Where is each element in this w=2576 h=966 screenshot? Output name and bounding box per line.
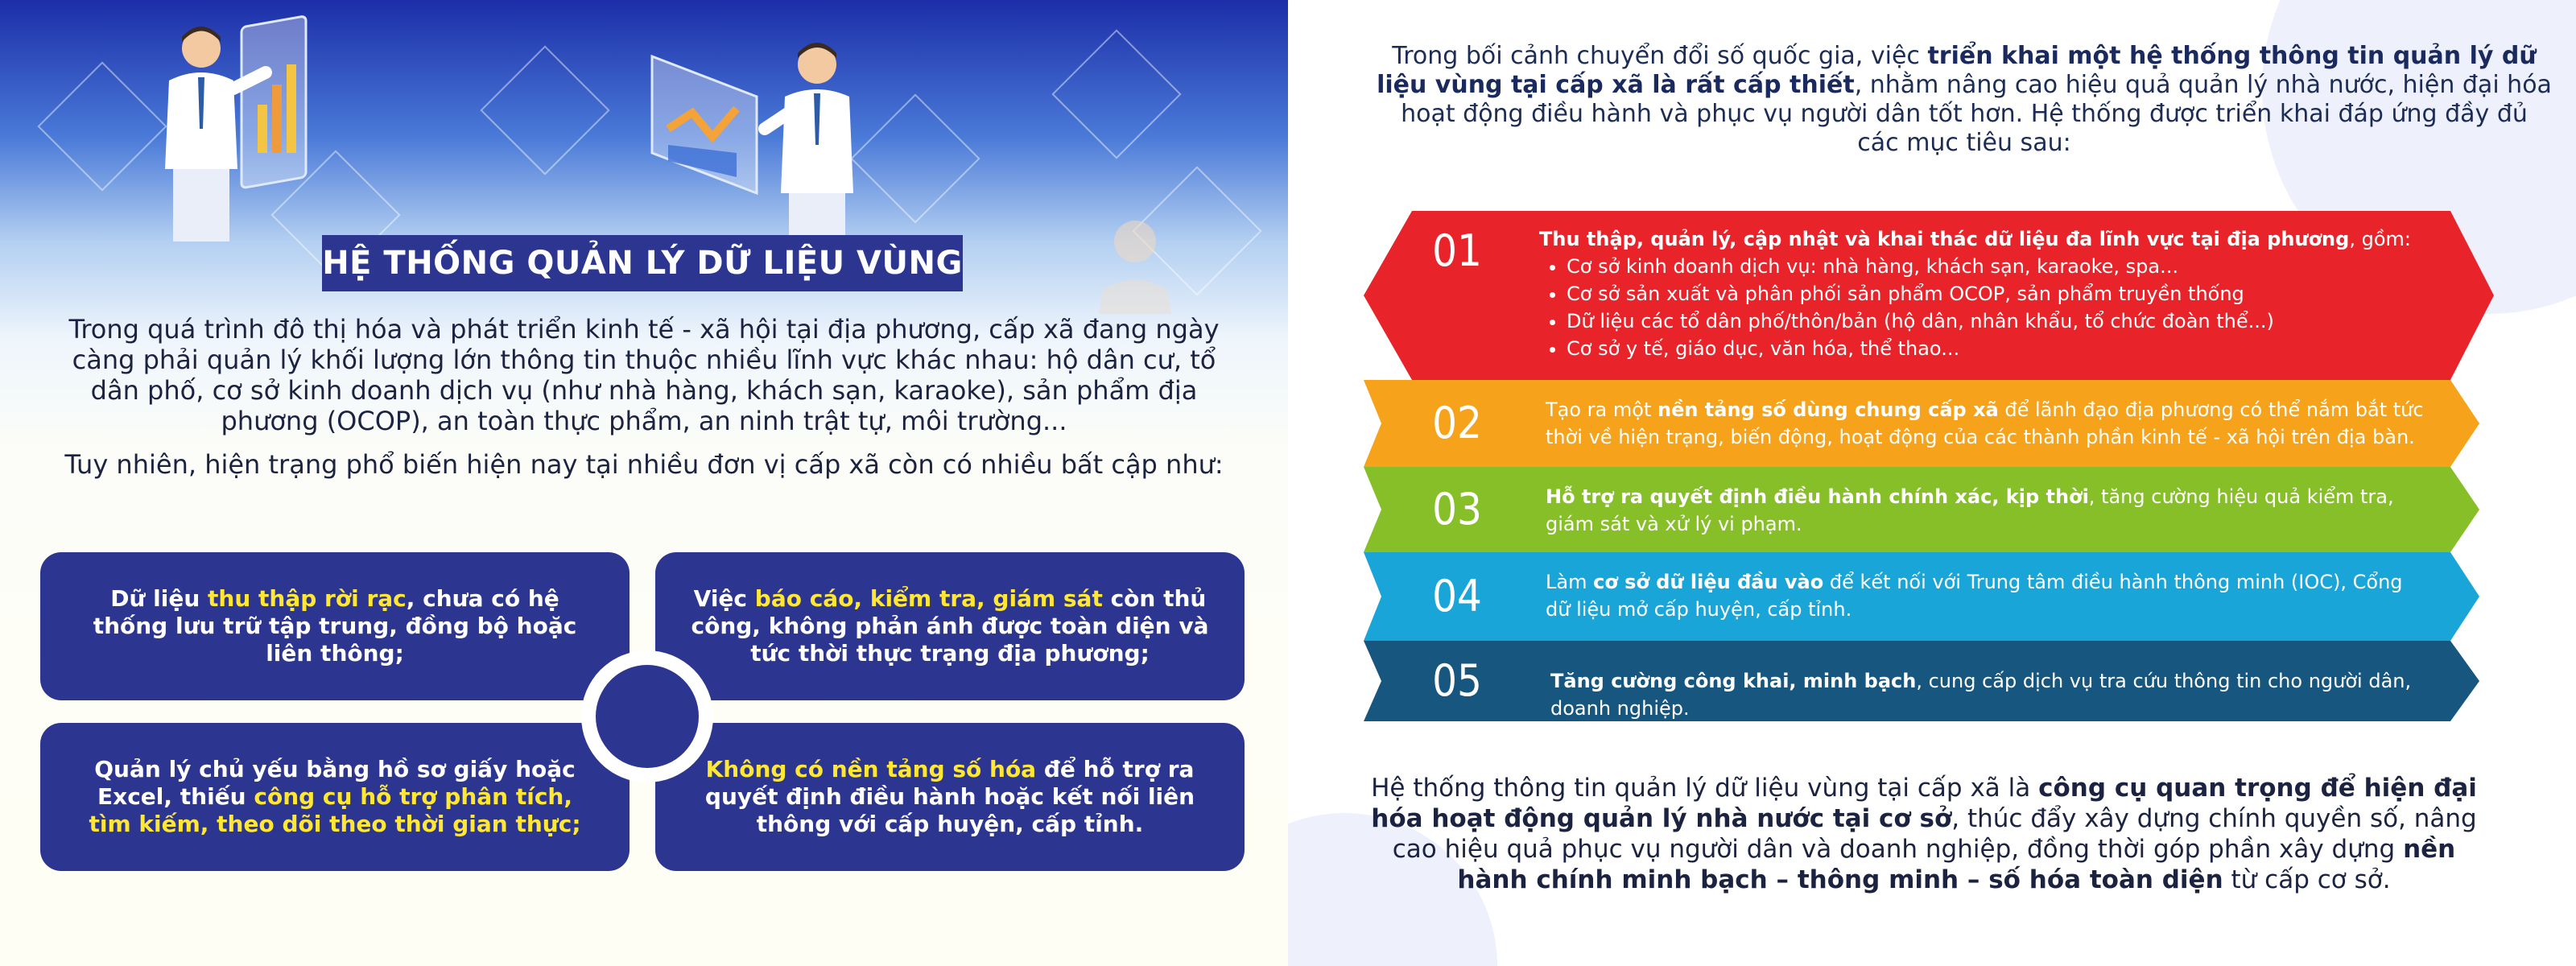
issue-highlight: Không có nền tảng số hóa: [705, 756, 1037, 782]
objective-plain-text: , cung cấp dịch vụ tra cứu thông tin cho người dân, doanh nghiệp.: [1550, 670, 2412, 720]
objective-01: [1364, 211, 2494, 380]
objective-text: [1546, 483, 2431, 538]
businessman-chart-illustration: [145, 8, 338, 242]
issue-highlight: báo cáo, kiểm tra, giám sát: [754, 585, 1103, 612]
conclusion-text: , thúc đẩy xây dựng chính quyền số, nâng cao hiệu quả phục vụ người dân và doanh nghiệp, đồng thời góp phần xây dựng: [1392, 804, 2477, 864]
objective-text: [1539, 225, 2425, 362]
issue-card-1: [40, 552, 630, 700]
objective-bold-text: nền tảng số dùng chung cấp xã: [1657, 398, 1999, 421]
objective-plain-text: , tăng cường hiệu quả kiểm tra, giám sát và xử lý vi phạm.: [1546, 485, 2394, 535]
issue-text: Quản lý chủ yếu bằng hồ sơ giấy hoặc Excel, thiếu: [94, 756, 576, 810]
objective-text: [1546, 568, 2431, 623]
conclusion-text: Hệ thống thông tin quản lý dữ liệu vùng tại cấp xã là: [1371, 774, 2039, 803]
objective-bold-text: Hỗ trợ ra quyết định điều hành chính xác, kịp thời: [1546, 485, 2089, 508]
objective-plain-text: Làm: [1546, 571, 1594, 593]
conclusion-paragraph: [1360, 773, 2487, 895]
bullet-item: • Cơ sở kinh doanh dịch vụ: nhà hàng, khách sạn, karaoke, spa...: [1567, 253, 2425, 280]
objective-number: 05: [1432, 655, 1482, 706]
issues-lead-paragraph: Tuy nhiên, hiện trạng phổ biến hiện nay tại nhiều đơn vị cấp xã còn có nhiều bất cập như:: [64, 449, 1224, 480]
objective-plain-text: Tạo ra một: [1546, 398, 1657, 421]
decor-tile: [480, 45, 609, 175]
objective-bold-text: cơ sở dữ liệu đầu vào: [1593, 571, 1824, 593]
issue-text: Dữ liệu: [110, 585, 208, 612]
conclusion-bold-text: nền hành chính minh bạch – thông minh – số hóa toàn diện: [1457, 835, 2456, 894]
decor-tile: [1051, 29, 1181, 159]
woman-illustration: [1071, 209, 1199, 314]
bullet-item: • Cơ sở sản xuất và phân phối sản phẩm OCOP, sản phẩm truyền thống: [1567, 280, 2425, 308]
objective-text: [1546, 396, 2431, 451]
objective-bold-text: Tăng cường công khai, minh bạch: [1550, 670, 1917, 692]
bullet-item: • Cơ sở y tế, giáo dục, văn hóa, thể thao...: [1567, 335, 2425, 362]
objective-number: 02: [1432, 398, 1482, 448]
issue-card-2: [655, 552, 1245, 700]
businessman-linechart-illustration: [636, 32, 877, 242]
objective-bold-text: Thu thập, quản lý, cập nhật và khai thác dữ liệu đa lĩnh vực tại địa phương: [1539, 228, 2350, 250]
objective-plain-text: để kết nối với Trung tâm điều hành thông minh (IOC), Cổng dữ liệu mở cấp huyện, cấp tỉnh.: [1546, 571, 2403, 621]
objective-number: 03: [1432, 484, 1482, 535]
intro-bold-text: triển khai một hệ thống thông tin quản lý dữ liệu vùng tại cấp xã là rất cấp thiết: [1377, 42, 2537, 99]
objective-plain-text: để lãnh đạo địa phương có thể nắm bắt tức thời về hiện trạng, biến động, hoạt động của các thành phần kinh tế - xã hội trên địa bàn.: [1546, 398, 2424, 448]
issue-text: , chưa có hệ thống lưu trữ tập trung, đồng bộ hoặc liên thông;: [93, 585, 577, 667]
conclusion-text: từ cấp cơ sở.: [2223, 865, 2391, 894]
issue-text: còn thủ công, không phản ánh được toàn diện và tức thời thực trạng địa phương;: [691, 585, 1209, 667]
objectives-intro: [1377, 42, 2552, 158]
objective-bullet-list: [1539, 253, 2425, 362]
issue-text: Việc: [693, 585, 755, 612]
page-title: HỆ THỐNG QUẢN LÝ DỮ LIỆU VÙNG: [322, 235, 963, 291]
issue-highlight: công cụ hỗ trợ phân tích, tìm kiếm, theo dõi theo thời gian thực;: [89, 783, 581, 837]
issue-card-3: [40, 723, 630, 871]
issue-text: để hỗ trợ ra quyết định điều hành hoặc kết nối liên thông với cấp huyện, cấp tỉnh.: [704, 756, 1195, 837]
bullet-item: • Dữ liệu các tổ dân phố/thôn/bản (hộ dân, nhân khẩu, tổ chức đoàn thể...): [1567, 308, 2425, 335]
objective-03: [1364, 467, 2479, 552]
objective-text: [1550, 667, 2436, 722]
center-dot: [596, 665, 699, 768]
issue-card-4: [655, 723, 1245, 871]
objective-plain-text: , gồm:: [2349, 228, 2411, 250]
intro-text: , nhằm nâng cao hiệu quả quản lý nhà nước, hiện đại hóa hoạt động điều hành và phục vụ người dân tốt hơn. Hệ thống được triển khai đáp ứng đầy đủ các mục tiêu sau:: [1401, 71, 2552, 157]
objective-02: [1364, 380, 2479, 467]
intro-text: Trong bối cảnh chuyển đổi số quốc gia, việc: [1392, 42, 1928, 70]
objective-number: 01: [1432, 225, 1482, 276]
objective-number: 04: [1432, 571, 1482, 621]
objective-05: [1364, 641, 2479, 721]
conclusion-bold-text: công cụ quan trọng để hiện đại hóa hoạt động quản lý nhà nước tại cơ sở: [1371, 774, 2477, 833]
objective-04: [1364, 552, 2479, 641]
issue-highlight: thu thập rời rạc: [208, 585, 407, 612]
intro-paragraph: Trong quá trình đô thị hóa và phát triển kinh tế - xã hội tại địa phương, cấp xã đang ngày càng phải quản lý khối lượng lớn thông tin thuộc nhiều lĩnh vực khác nhau: hộ dân cư, tổ dân phố, cơ sở kinh doanh dịch vụ (như nhà hàng, khách sạn, karaoke), sản phẩm địa phương (OCOP), an toàn thực phẩm, an ninh trật tự, môi trường...: [68, 314, 1220, 436]
